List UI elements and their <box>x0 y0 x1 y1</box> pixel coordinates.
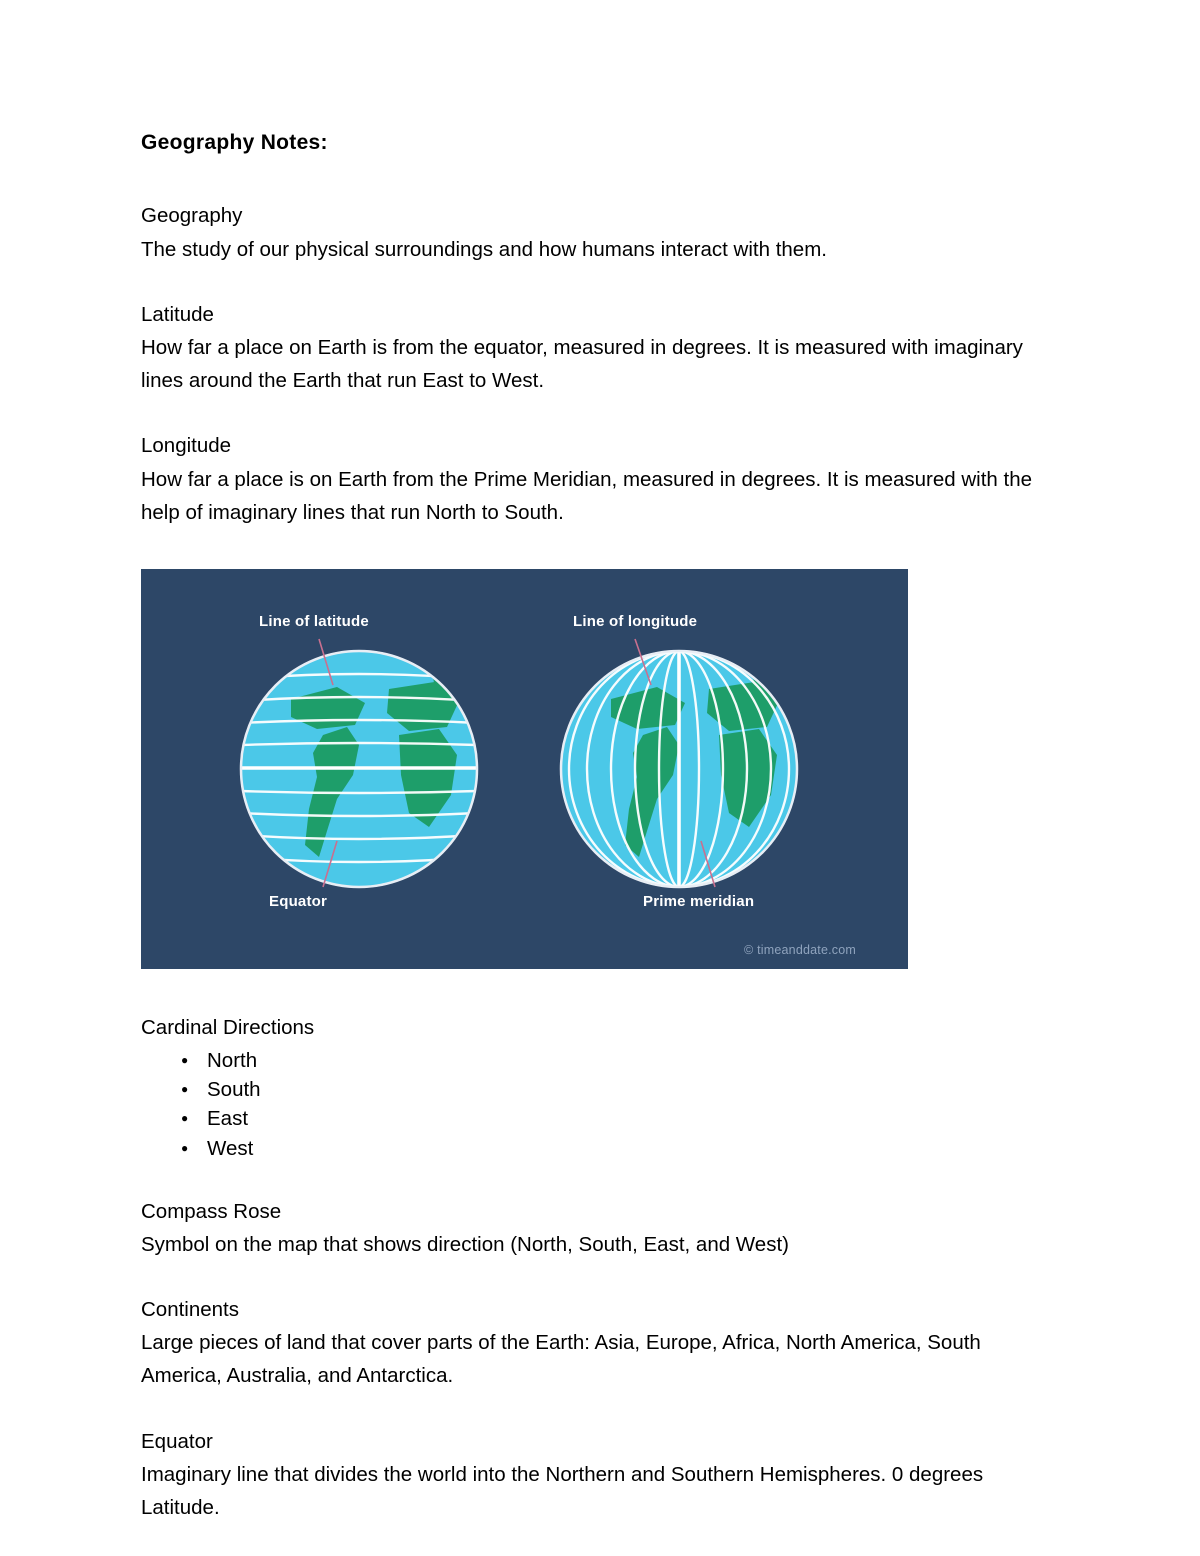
entry-continents <box>141 1293 1056 1393</box>
figure-label-prime-meridian: Prime meridian <box>643 893 755 911</box>
entry-term: Latitude <box>141 302 214 326</box>
entry-equator <box>141 1425 1056 1525</box>
entry-definition: How far a place is on Earth from the Prime Meridian, measured in degrees. It is measured with the help of imaginary lines that run North to South. <box>141 467 1033 524</box>
entry-cardinal-directions <box>141 1011 1056 1163</box>
entry-term: Geography <box>141 204 243 228</box>
latitude-longitude-diagram <box>141 569 908 969</box>
entry-term: Compass Rose <box>141 1199 282 1223</box>
entry-definition: The study of our physical surroundings and how humans interact with them. <box>141 237 827 261</box>
figure-label-longitude: Line of longitude <box>573 613 698 631</box>
list-item: ● West <box>207 1134 1056 1163</box>
entry-definition: Large pieces of land that cover parts of the Earth: Asia, Europe, Africa, North America, South America, Australia, and Antarctica. <box>141 1331 981 1388</box>
page-title: Geography Notes: <box>141 131 328 154</box>
globe-longitude <box>561 651 797 887</box>
document-content <box>141 128 1056 1556</box>
entry-compass-rose <box>141 1195 1056 1261</box>
entry-definition: Imaginary line that divides the world into the Northern and Southern Hemispheres. 0 degrees Latitude. <box>141 1462 984 1520</box>
entry-latitude <box>141 298 1056 398</box>
list-item: ● North <box>207 1046 1056 1075</box>
entry-term: Longitude <box>141 434 232 458</box>
figure-credit: © timeanddate.com <box>744 943 856 958</box>
list-item: ● East <box>207 1104 1056 1133</box>
list-item: ● South <box>207 1075 1056 1104</box>
entry-definition: How far a place on Earth is from the equator, measured in degrees. It is measured with imaginary lines around the Earth that run East to West. <box>141 336 1023 393</box>
entry-term: Equator <box>141 1429 213 1453</box>
entry-definition: Symbol on the map that shows direction (North, South, East, and West) <box>141 1232 789 1256</box>
entry-geography <box>141 199 1056 265</box>
figure-label-latitude: Line of latitude <box>259 613 369 631</box>
globe-latitude <box>241 651 477 887</box>
entry-term: Continents <box>141 1298 240 1322</box>
entry-term: Cardinal Directions <box>141 1016 315 1040</box>
figure-label-equator: Equator <box>269 893 328 911</box>
entry-longitude <box>141 429 1056 529</box>
cardinal-directions-list <box>141 1046 1056 1162</box>
